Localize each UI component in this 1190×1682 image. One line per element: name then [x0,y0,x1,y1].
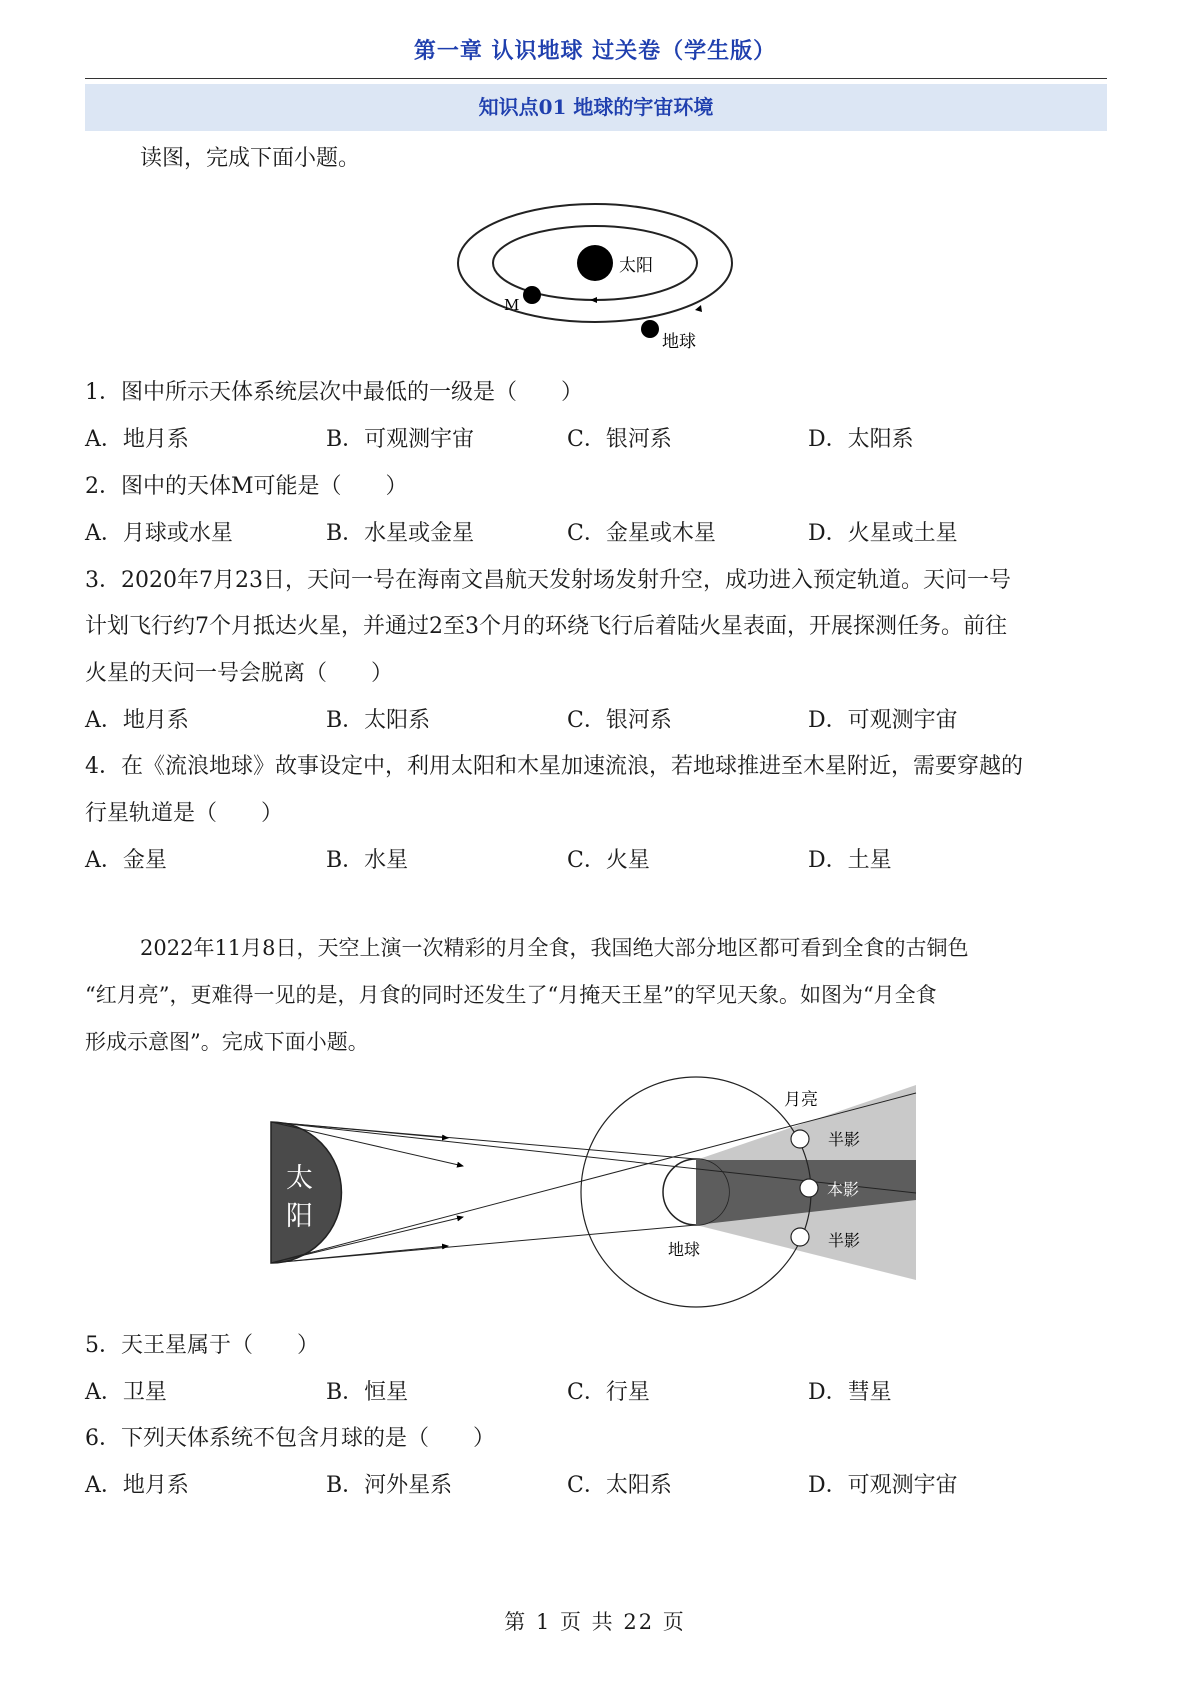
intro2-line-2: “红月亮”，更难得一见的是，月食的同时还发生了“月掩天王星”的罕见天象。如图为“月全食 [85,983,937,1007]
question-3-line-3: 火星的天问一号会脱离（ ） [85,661,394,686]
options-2 [85,516,1107,546]
penumbra-bottom-label: 半影 [828,1231,861,1250]
option-a[interactable]: A．金星 [85,848,167,873]
option-d[interactable]: D．土星 [808,848,892,873]
solar-system-diagram [455,202,735,362]
option-c[interactable]: C．银河系 [567,708,672,733]
lunar-eclipse-diagram [268,1075,924,1313]
question-1: 1．图中所示天体系统层次中最低的一级是（ ） [85,380,583,405]
option-d[interactable]: D．可观测宇宙 [808,1473,958,1498]
sun-label-2: 阳 [286,1201,313,1232]
option-a[interactable]: A．地月系 [85,708,189,733]
intro2-line-1: 2022年11月8日，天空上演一次精彩的月全食，我国绝大部分地区都可看到全食的古铜色 [140,936,969,960]
option-b[interactable]: B．太阳系 [326,708,431,733]
title-divider [85,78,1107,79]
option-b[interactable]: B．水星或金星 [326,521,475,546]
question-3-line-1: 3．2020年7月23日，天问一号在海南文昌航天发射场发射升空，成功进入预定轨道。天问一号 [85,568,1011,593]
option-b[interactable]: B．恒星 [326,1380,409,1405]
option-c[interactable]: C．太阳系 [567,1473,672,1498]
intro-text-1: 读图，完成下面小题。 [140,146,361,171]
earth-label: 地球 [668,1240,701,1259]
option-c[interactable]: C．银河系 [567,427,672,452]
earth-body [641,320,659,338]
option-c[interactable]: C．行星 [567,1380,650,1405]
inner-orbit-arrow [590,297,597,303]
sun-label: 太阳 [619,256,653,276]
question-4-line-2: 行星轨道是（ ） [85,801,284,826]
page-footer: 第 1 页 共 22 页 [504,1610,686,1634]
option-d[interactable]: D．太阳系 [808,427,914,452]
option-c[interactable]: C．金星或木星 [567,521,716,546]
earth-label: 地球 [662,332,696,352]
options-5 [85,1375,1107,1405]
option-d[interactable]: D．火星或土星 [808,521,958,546]
intro-paragraph-2 [85,925,1107,1066]
question-2: 2．图中的天体M可能是（ ） [85,474,408,499]
page-title: 第一章 认识地球 过关卷（学生版） [413,38,777,64]
question-6: 6．下列天体系统不包含月球的是（ ） [85,1426,495,1451]
option-a[interactable]: A．地月系 [85,1473,189,1498]
umbra-label: 本影 [827,1180,860,1199]
option-d[interactable]: D．彗星 [808,1380,892,1405]
section-heading: 知识点01 地球的宇宙环境 [85,84,1107,131]
question-3-line-2: 计划飞行约7个月抵达火星，并通过2至3个月的环绕飞行后着陆火星表面，开展探测任务。前往 [85,614,1007,639]
moon-umbra [800,1179,818,1197]
option-a[interactable]: A．卫星 [85,1380,167,1405]
intro2-line-3: 形成示意图”。完成下面小题。 [85,1030,369,1054]
options-3 [85,703,1107,733]
outer-orbit-arrow [695,305,702,312]
option-d[interactable]: D．可观测宇宙 [808,708,958,733]
option-a[interactable]: A．地月系 [85,427,189,452]
moon-penumbra-bottom [791,1228,809,1246]
sun-label-1: 太 [286,1163,313,1194]
question-5: 5．天王星属于（ ） [85,1333,319,1358]
options-1 [85,422,1107,452]
moon-penumbra-top [791,1130,809,1148]
planet-m [523,286,541,304]
option-b[interactable]: B．水星 [326,848,409,873]
options-6 [85,1468,1107,1498]
question-4-line-1: 4．在《流浪地球》故事设定中，利用太阳和木星加速流浪，若地球推进至木星附近，需要穿越的 [85,754,1024,779]
option-c[interactable]: C．火星 [567,848,650,873]
penumbra-top-label: 半影 [828,1130,861,1149]
m-label: M [504,296,520,314]
option-a[interactable]: A．月球或水星 [85,521,233,546]
option-b[interactable]: B．可观测宇宙 [326,427,475,452]
moon-label: 月亮 [784,1090,818,1110]
options-4 [85,843,1107,873]
option-b[interactable]: B．河外星系 [326,1473,453,1498]
sun-body [577,245,613,281]
